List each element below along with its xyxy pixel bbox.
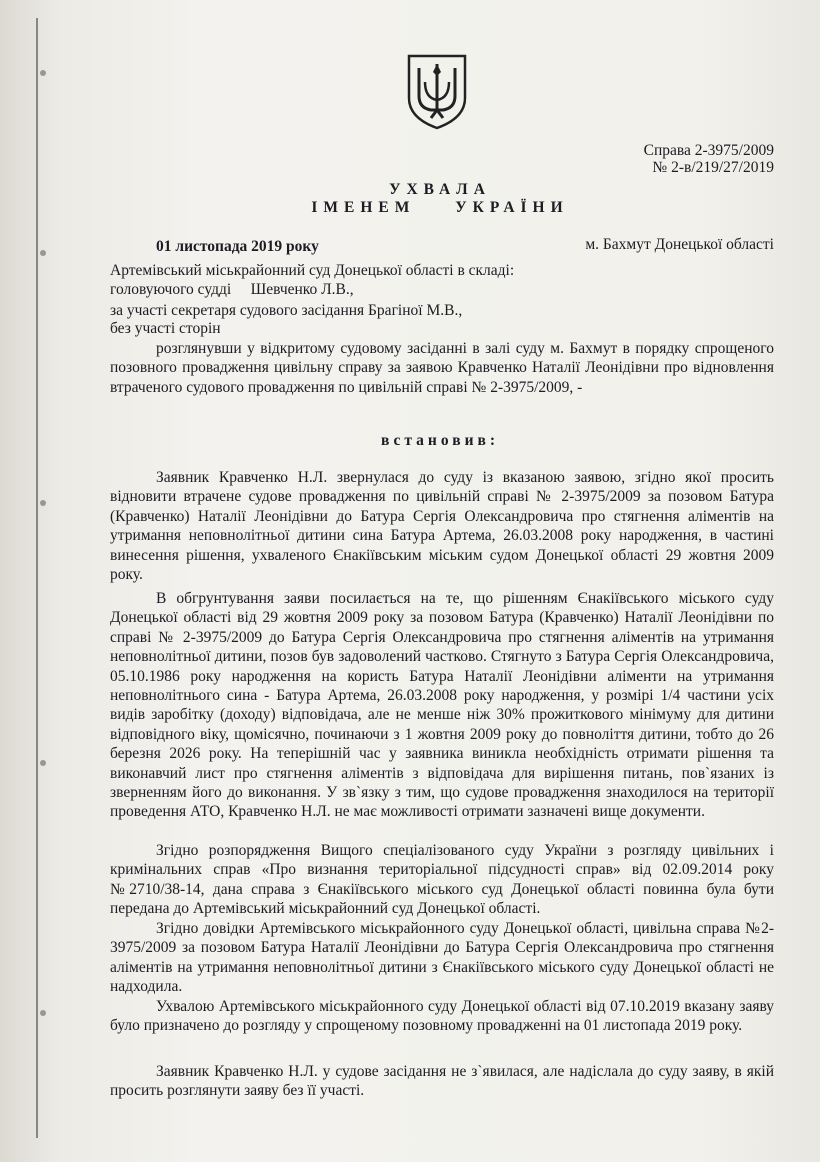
established-heading: встановив: bbox=[380, 432, 500, 449]
document-subtitle: ІМЕНЕМ УКРАЇНИ bbox=[311, 199, 569, 216]
case-number: Справа 2-3975/2009 bbox=[643, 142, 774, 159]
coat-of-arms-emblem bbox=[405, 52, 469, 130]
paragraph-absence: Заявник Кравченко Н.Л. у судове засідання не з`явилася, але надіслала до суду заяву, в якій просить розглянути заяву без її участі. bbox=[110, 1063, 774, 1100]
case-numbers bbox=[644, 142, 774, 176]
document-title: УХВАЛА bbox=[389, 181, 491, 198]
paragraph-jurisdiction: Згідно розпорядження Вищого спеціалізованого суду України з розгляду цивільних і кримінальних справ «Про визнання територіальної підсудності справ» від 02.09.2014 року №2710/38-14, дана справа з Єнакіївського міського суд Донецької області повинна була бути передана до Артемівський міськрайонний суд Донецької області. bbox=[110, 842, 774, 918]
ruling-city: м. Бахмут Донецької області bbox=[585, 236, 774, 253]
parties-absence: без участі сторін bbox=[110, 320, 221, 337]
court-composition: Артемівський міськрайонний суд Донецької області в складі: bbox=[110, 262, 515, 279]
presiding-judge: головуючого судді Шевченко Л.В., bbox=[110, 281, 354, 298]
paragraph-scheduling: Ухвалою Артемівського міськрайонного суду Донецької області від 07.10.2019 вказану заяву було призначено до розгляду у спрощеному позовному провадженні на 01 листопада 2019 року. bbox=[110, 998, 774, 1035]
court-secretary: за участі секретаря судового засідання Брагіної М.В., bbox=[110, 302, 463, 319]
intro-paragraph: розглянувши у відкритому судовому засіданні в залі суду м. Бахмут в порядку спрощеного позовного провадження цивільну справу за заявою Кравченко Наталії Леонідівни про відновлення втраченого судового провадження по цивільній справі № 2-3975/2009, - bbox=[110, 340, 774, 396]
proceeding-number: № 2-в/219/27/2019 bbox=[652, 159, 774, 176]
paragraph-grounds: В обгрунтування заяви посилається на те, що рішенням Єнакіївського міського суду Донецької області від 29 жовтня 2009 року за позовом Батура (Кравченко) Наталії Леонідівни по справі № 2-3975/2009 до Батура Сергія Олександровича про стягнення аліментів на утримання неповнолітньої дитини, позов був задоволений частково. Стягнуто з Батура Сергія Олександровича, 05.10.1986 року народження на користь Батура Наталії Леонідівни аліменти на утримання неповнолітнього сина - Батура Артема, 26.03.2008 року народження, у розмірі 1/4 частини усіх видів заробітку (доходу) відповідача, але не менше ніж 30% прожиткового мінімуму для дитини відповідного віку, щомісячно, починаючи з 1 жовтня 2009 року до повноліття дитини, тобто до 26 березня 2026 року. На теперішній час у заявника виникла необхідність отримати рішення та виконавчий лист про стягнення аліментів з відповідача для вирішення питань, пов`язаних із зверненням його до виконання. У зв`язку з тим, що судове провадження знаходилося на території проведення АТО, Кравченко Н.Л. не має можливості отримати зазначені вище документи. bbox=[110, 590, 774, 821]
paragraph-certificate: Згідно довідки Артемівського міськрайонного суду Донецької області, цивільна справа №2-3975/2009 за позовом Батура Наталії Леонідівни до Батура Сергія Олександровича про стягнення аліментів на утримання неповнолітньої дитини з Єнакіївського міського суду Донецької області не надходила. bbox=[110, 920, 774, 996]
ruling-date: 01 листопада 2019 року bbox=[156, 238, 319, 255]
paragraph-application: Заявник Кравченко Н.Л. звернулася до суду із вказаною заявою, згідно якої просить відновити втрачене судове провадження по цивільній справі № 2-3975/2009 за позовом Батура (Кравченко) Наталії Леонідівни до Батура Сергія Олександровича про стягнення аліментів на утримання неповнолітньої дитини сина Батура Артема, 26.03.2008 року народження, в частині винесення рішення, ухваленого Єнакіївським міським судом Донецької області 29 жовтня 2009 року. bbox=[110, 469, 774, 584]
